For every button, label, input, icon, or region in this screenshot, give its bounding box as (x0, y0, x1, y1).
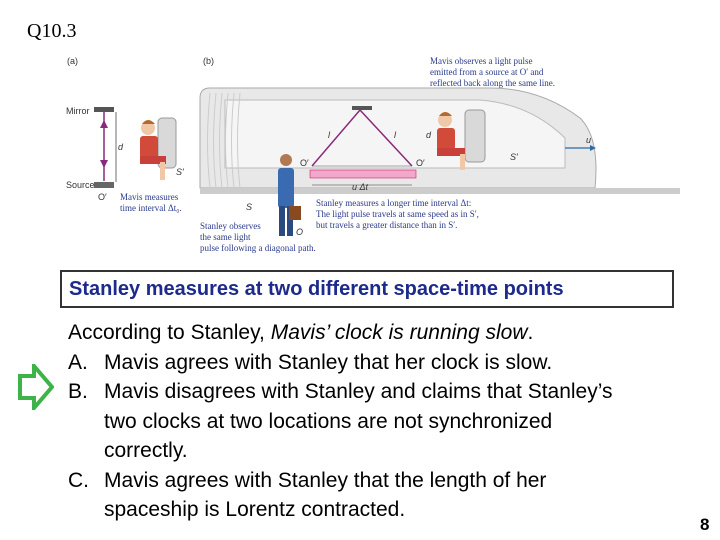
d-label-b: d (426, 130, 432, 140)
option-c[interactable] (68, 466, 708, 525)
stanley-measure-line-1: Stanley measures a longer time interval Δt: (316, 198, 472, 208)
stanley-note-line-2: the same light (200, 232, 251, 242)
stanley-s-label: S (246, 202, 253, 212)
l-right-label: l (394, 130, 396, 140)
mirror-shape-b (352, 106, 372, 110)
d-label-a: d (118, 142, 124, 152)
source-label: Source (66, 180, 95, 190)
s-prime-b-label: S′ (510, 152, 518, 162)
mavis-figure-a (140, 118, 176, 180)
stanley-measure-line-2: The light pulse travels at same speed as in S′, (316, 209, 479, 219)
answer-pointer-arrow-icon (18, 364, 54, 410)
ruler-strip (310, 170, 416, 178)
mirror-shape (94, 107, 114, 112)
question-intro: According to Stanley, Mavis’ clock is running slow. (68, 321, 534, 344)
question-intro-emphasis: Mavis’ clock is running slow (270, 321, 528, 344)
o-label: O (296, 227, 304, 237)
l-left-label: l (328, 130, 330, 140)
o-prime-right-label: O′ (416, 158, 425, 168)
arrow-down-icon (100, 160, 108, 168)
option-b-label: B. (68, 380, 88, 403)
stanley-note-line-3: pulse following a diagonal path. (200, 243, 316, 253)
time-dilation-figure (60, 48, 680, 266)
u-label: u (586, 135, 592, 145)
o-prime-a-label: O′ (98, 192, 107, 202)
key-statement-box (60, 270, 674, 308)
option-b[interactable] (68, 377, 708, 466)
stanley-note-line-1: Stanley observes (200, 221, 261, 231)
source-shape (94, 182, 114, 188)
option-a-label: A. (68, 350, 88, 374)
mavis-note-line-1: Mavis measures (120, 192, 179, 202)
mavis-note-line-2: time interval Δt₀. (120, 203, 182, 213)
option-b-text: Mavis disagrees with Stanley and claims that Stanley’s two clocks at two locations are not synchronized correctly. (104, 380, 613, 462)
question-id: Q10.3 (27, 20, 77, 42)
mavis-b-note-line-1: Mavis observes a light pulse (430, 56, 533, 66)
option-c-label: C. (68, 468, 89, 492)
o-prime-left-label: O′ (300, 158, 309, 168)
u-dt-label: u Δt (352, 182, 369, 192)
mavis-b-note-line-2: emitted from a source at O′ and (430, 67, 544, 77)
mavis-b-note-line-3: reflected back along the same line. (430, 78, 555, 88)
option-a[interactable] (68, 348, 708, 378)
stanley-measure-line-3: but travels a greater distance than in S′. (316, 220, 458, 230)
page-number: 8 (700, 515, 710, 534)
option-a-text: Mavis agrees with Stanley that her clock is slow. (104, 350, 553, 374)
panel-a-label: (a) (67, 56, 78, 66)
arrow-up-icon (100, 120, 108, 128)
option-c-text: Mavis agrees with Stanley that the length of her spaceship is Lorentz contracted. (104, 468, 547, 521)
key-statement: Stanley measures at two different space-time points (69, 277, 564, 300)
panel-b-label: (b) (203, 56, 214, 66)
question-text (68, 318, 708, 525)
mirror-label: Mirror (66, 106, 90, 116)
s-prime-a-label: S′ (176, 167, 184, 177)
